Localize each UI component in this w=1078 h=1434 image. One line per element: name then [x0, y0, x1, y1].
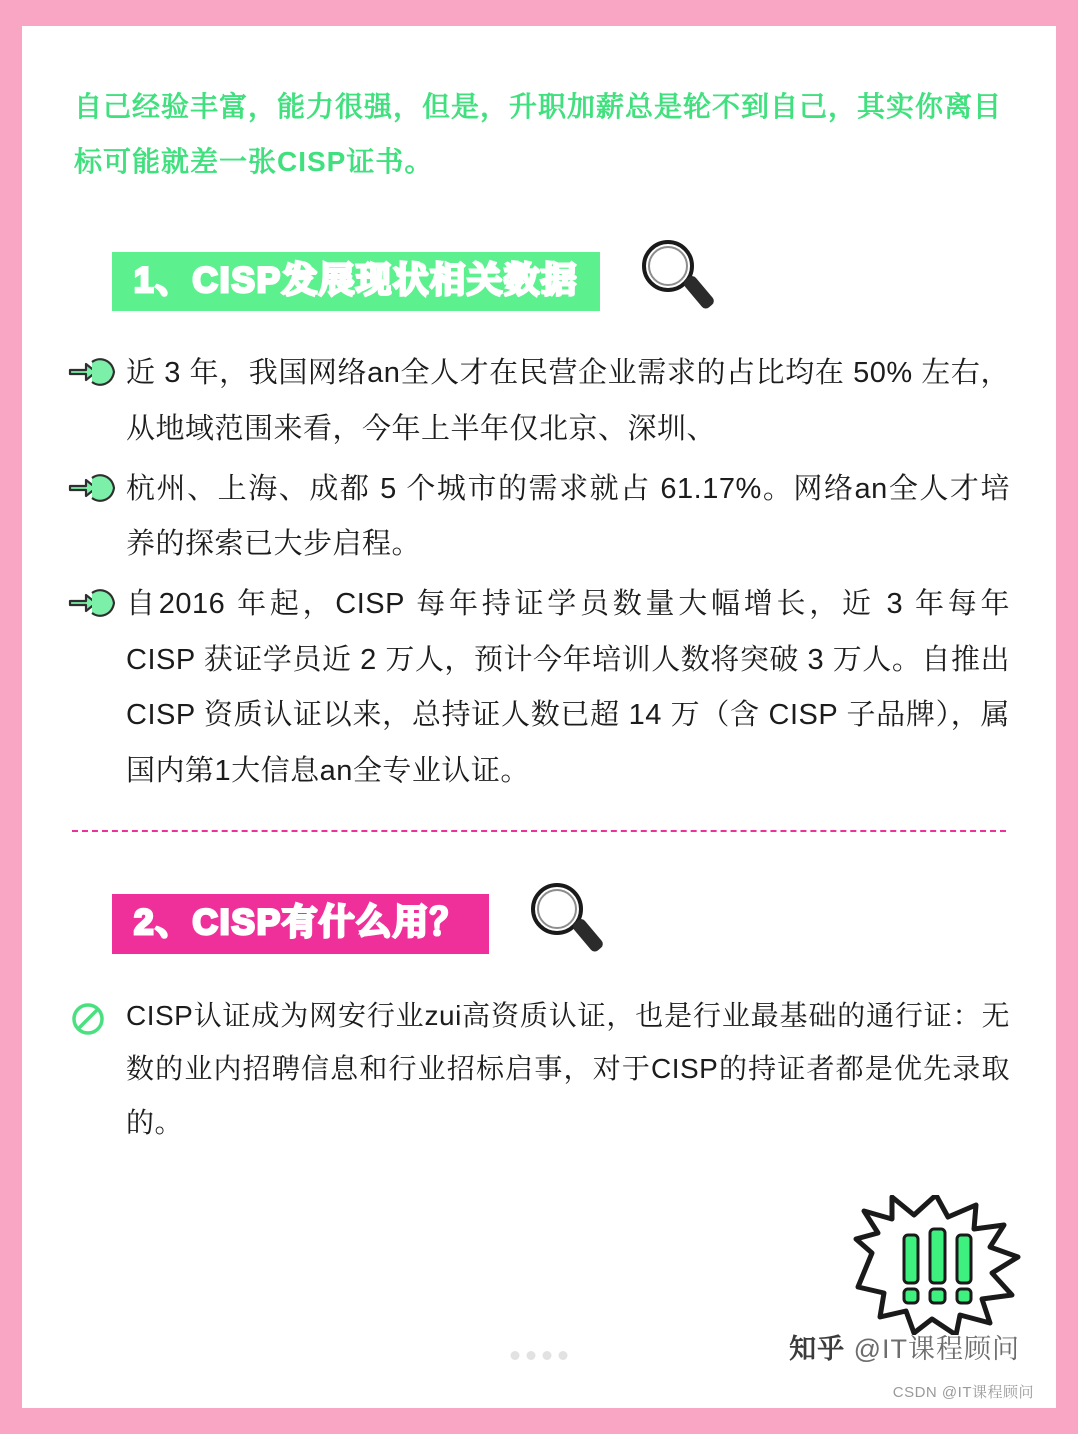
zhihu-credit [789, 1327, 1020, 1366]
prohibited-icon [68, 989, 126, 1044]
list-item [68, 462, 1010, 573]
pointing-hand-icon [68, 577, 126, 626]
section-2-badge: 2、CISP有什么用？ [112, 894, 489, 953]
section-2-paragraphs [68, 989, 1010, 1150]
paragraph-text: 近 3 年，我国网络an全人才在民营企业需求的占比均在 50% 左右，从地域范围来看，今年上半年仅北京、深圳、 [126, 357, 1010, 445]
list-item [68, 346, 1010, 457]
section-1-heading [68, 233, 1010, 330]
magnifier-icon [519, 876, 611, 973]
pointing-hand-icon [68, 346, 126, 395]
zhihu-brand: 知乎 [789, 1334, 846, 1364]
zhihu-user: @IT课程顾问 [853, 1334, 1020, 1364]
intro-text: 自己经验丰富，能力很强，但是，升职加薪总是轮不到自己，其实你离目标可能就差一张CISP证书。 [74, 91, 1003, 177]
section-divider [72, 830, 1006, 832]
page-indicator-dots [511, 1351, 568, 1360]
section-1-paragraphs [68, 346, 1010, 799]
paragraph-text: 杭州、上海、成都 5 个城市的需求就占 61.17%。网络an全人才培养的探索已大步启程。 [126, 472, 1010, 561]
paragraph-text: CISP认证成为网安行业zui高资质认证，也是行业最基础的通行证：无数的业内招聘信息和行业招标启事，对于CISP的持证者都是优先录取的。 [126, 999, 1010, 1139]
pointing-hand-icon [68, 462, 126, 511]
section-1-badge: 1、CISP发展现状相关数据 [112, 252, 600, 311]
csdn-watermark: CSDN @IT课程顾问 [892, 1384, 1034, 1401]
content-card [22, 26, 1056, 1408]
paragraph-text: 自2016 年起，CISP 每年持证学员数量大幅增长，近 3 年每年 CISP 获证学员近 2 万人，预计今年培训人数将突破 3 万人。自推出 CISP 资质认证以来，总持证人数已超 14 万（含 CISP 子品牌），属国内第1大信息an全专业认证。 [126, 587, 1010, 787]
section-2-heading [68, 876, 1010, 973]
exclamation-burst-icon [852, 1195, 1022, 1340]
list-item [68, 577, 1010, 800]
magnifier-icon [630, 233, 722, 330]
list-item [68, 989, 1010, 1150]
